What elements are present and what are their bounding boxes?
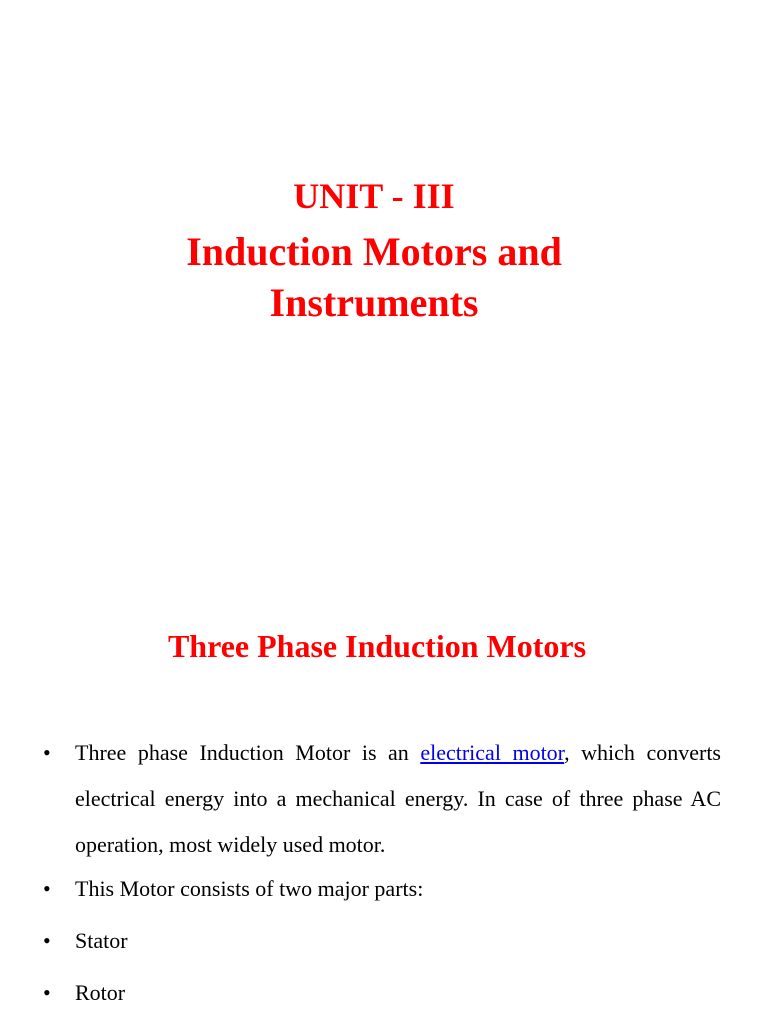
main-title xyxy=(0,226,748,328)
bullet-text: Rotor xyxy=(75,980,126,1005)
bullet-item-definition xyxy=(43,730,721,868)
bullet-text: Stator xyxy=(75,928,128,953)
electrical-motor-link[interactable]: electrical motor xyxy=(420,740,565,765)
bullet-dot: • xyxy=(43,876,51,901)
title-block xyxy=(0,172,748,328)
bullet-dot: • xyxy=(43,928,51,953)
main-title-line-1: Induction Motors and xyxy=(186,229,562,274)
bullet-text: This Motor consists of two major parts: xyxy=(75,876,424,901)
bullet-dot: • xyxy=(43,740,51,765)
bullet-text: Three phase Induction Motor is an xyxy=(75,740,421,765)
unit-title: UNIT - III xyxy=(293,176,455,216)
bullet-item-stator xyxy=(43,926,721,956)
bullet-list xyxy=(43,730,721,1008)
bullet-dot: • xyxy=(43,980,51,1005)
bullet-item-rotor xyxy=(43,978,721,1008)
bullet-text-continued: , which converts electrical energy into a mechanical energy. In case of three phase AC operation, most widely used motor. xyxy=(75,740,721,857)
main-title-line-2: Instruments xyxy=(269,280,479,325)
section-heading: Three Phase Induction Motors xyxy=(167,628,587,664)
bullet-item-major-parts xyxy=(43,874,721,904)
